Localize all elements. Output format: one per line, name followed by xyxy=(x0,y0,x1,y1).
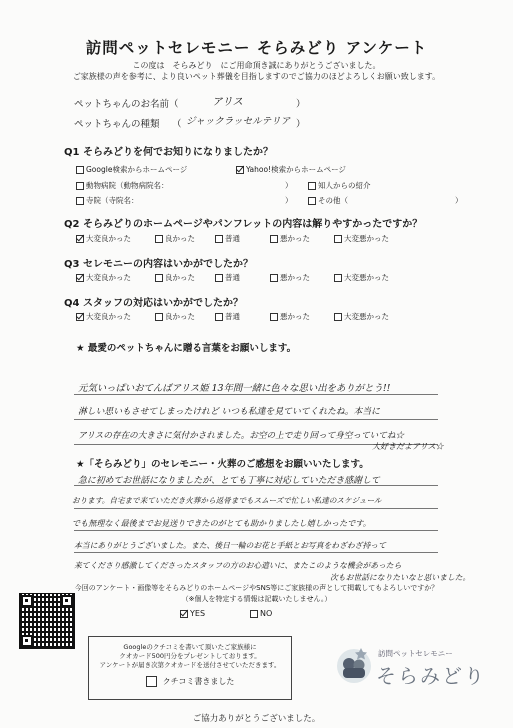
q4-option-bad[interactable] xyxy=(270,311,310,322)
qr-code[interactable] xyxy=(20,594,74,648)
q1-google-label: Google検索からホームページ xyxy=(86,165,188,174)
impression-rule-4 xyxy=(74,552,438,553)
q3-normal-checkbox[interactable] xyxy=(215,274,223,282)
q3-title: Q3 セレモニーの内容はいかがでしたか？ xyxy=(64,259,253,270)
review-written-checkbox[interactable] xyxy=(146,676,157,687)
q1-temple-checkbox[interactable] xyxy=(76,197,84,205)
q1-yahoo-checkbox[interactable] xyxy=(236,166,244,174)
review-written-option[interactable] xyxy=(95,676,285,687)
footer-thanks: ご協力ありがとうございました。 xyxy=(192,714,321,724)
pet-breed-label: ペットちゃんの種類 xyxy=(74,119,160,130)
q4-bad-label: 悪かった xyxy=(280,312,310,321)
permission-question: 今回のアンケート・画像等をそらみどりのホームページやSNS等にご家族様の声として掲載してもよろしいですか？ xyxy=(74,584,439,592)
review-written-label: クチコミ書きました xyxy=(162,677,235,686)
q4-very-good-label: 大変良かった xyxy=(86,312,131,321)
pet-breed-close: ） xyxy=(296,119,306,130)
q1-friend-label: 知人からの紹介 xyxy=(318,181,371,190)
q2-bad-checkbox[interactable] xyxy=(270,235,278,243)
permission-note: （※個人を特定する情報は記載いたしません。） xyxy=(181,595,332,603)
message-line-4: 大好きだよアリス☆ xyxy=(372,442,444,451)
q2-very-bad-checkbox[interactable] xyxy=(334,235,342,243)
q4-bad-checkbox[interactable] xyxy=(270,313,278,321)
q2-option-good[interactable] xyxy=(155,233,195,244)
brand-name: そらみどり xyxy=(376,664,486,688)
impression-line-2: おります。自宅まで来ていただき火葬から返骨までもスムーズで忙しい私達のスケジュール xyxy=(72,496,382,505)
permission-yes-label: YES xyxy=(190,609,206,618)
q4-option-very-good[interactable] xyxy=(76,311,131,322)
message-rule-1 xyxy=(74,394,438,395)
impression-line-1: 急に初めてお世話になりましたが、とても丁寧に対応していただき感謝して xyxy=(78,476,380,486)
permission-yes-option[interactable] xyxy=(180,609,205,618)
q1-vet-close: ） xyxy=(285,181,293,190)
impression-line-5: 来てくださり感激してくださったスタッフの方のお心遣いに、またこのような機会があったら xyxy=(74,561,402,570)
q2-good-label: 良かった xyxy=(165,234,195,243)
promo-text-1: Googleのクチコミを書いて頂いたご家族様に xyxy=(123,643,257,651)
qr-finder-bottom-left xyxy=(21,635,33,647)
permission-no-option[interactable] xyxy=(250,609,272,618)
permission-no-label: NO xyxy=(260,609,273,618)
q3-option-bad[interactable] xyxy=(270,272,310,283)
q3-bad-label: 悪かった xyxy=(280,273,310,282)
q4-option-good[interactable] xyxy=(155,311,195,322)
impression-section-title: ★「そらみどり」のセレモニー・火葬のご感想をお願いいたします。 xyxy=(76,459,369,470)
impression-line-3: でも無理なく最後までお見送りできたのがとても助かりましたし嬉しかったです。 xyxy=(72,518,371,528)
q4-option-normal[interactable] xyxy=(215,311,240,322)
q2-normal-checkbox[interactable] xyxy=(215,235,223,243)
q4-good-label: 良かった xyxy=(165,312,195,321)
q1-option-temple[interactable] xyxy=(76,195,139,206)
q3-very-bad-label: 大変悪かった xyxy=(344,273,389,282)
q1-option-vet[interactable] xyxy=(76,180,169,191)
q1-other-close: ） xyxy=(455,196,463,205)
q1-other-label: その他（ xyxy=(318,196,348,205)
q1-yahoo-label: Yahoo!検索からホームページ xyxy=(246,165,346,174)
impression-rule-3 xyxy=(74,530,438,531)
q1-vet-label: 動物病院（動物病院名： xyxy=(86,181,169,190)
q4-option-very-bad[interactable] xyxy=(334,311,389,322)
q1-temple-close: ） xyxy=(285,196,293,205)
q2-very-good-checkbox[interactable] xyxy=(76,235,84,243)
intro-line-2: ご家族様の声を参考に、より良いペット葬儀を目指しますのでご協力のほどよろしくお願い致します。 xyxy=(72,72,441,81)
q4-very-bad-checkbox[interactable] xyxy=(334,313,342,321)
intro-line-1: この度は そらみどり にご用命頂き誠にありがとうございました。 xyxy=(132,61,381,70)
q2-option-very-good[interactable] xyxy=(76,233,131,244)
q4-good-checkbox[interactable] xyxy=(155,313,163,321)
q3-good-label: 良かった xyxy=(165,273,195,282)
impression-rule-2 xyxy=(74,508,438,509)
q1-friend-checkbox[interactable] xyxy=(308,182,316,190)
promo-text-2: クオカード500円分をプレゼントしております。 xyxy=(119,652,261,660)
q2-option-bad[interactable] xyxy=(270,233,310,244)
message-line-1: 元気いっぱいおてんばアリス姫 13年間一緒に色々な思い出をありがとう!! xyxy=(78,383,391,394)
q3-very-good-label: 大変良かった xyxy=(86,273,131,282)
q4-very-good-checkbox[interactable] xyxy=(76,313,84,321)
q2-option-very-bad[interactable] xyxy=(334,233,389,244)
q3-very-bad-checkbox[interactable] xyxy=(334,274,342,282)
q4-normal-checkbox[interactable] xyxy=(215,313,223,321)
pet-name-close: ） xyxy=(296,99,306,110)
permission-yes-checkbox[interactable] xyxy=(180,610,188,618)
q1-option-yahoo[interactable] xyxy=(236,164,346,175)
qr-finder-top-left xyxy=(21,595,33,607)
permission-no-checkbox[interactable] xyxy=(250,610,258,618)
q3-normal-label: 普通 xyxy=(225,273,240,282)
pet-breed-open: （ xyxy=(172,119,182,130)
q3-option-very-good[interactable] xyxy=(76,272,131,283)
impression-line-4: 本当にありがとうございました。また、後日一輪のお花と手紙とお写真をわざわざ持って xyxy=(74,541,386,550)
qr-finder-top-right xyxy=(61,595,73,607)
q3-option-good[interactable] xyxy=(155,272,195,283)
q1-option-friend[interactable] xyxy=(308,180,371,191)
q1-option-other[interactable] xyxy=(308,195,348,206)
message-line-2: 淋しい思いもさせてしまったけれど いつも私達を見ていてくれたね。本当に xyxy=(78,407,380,417)
pet-name-label: ペットちゃんのお名前（ xyxy=(74,99,179,110)
q3-bad-checkbox[interactable] xyxy=(270,274,278,282)
promo-text-3: アンケートが届き次第クオカードを送付させていただきます。 xyxy=(99,661,281,669)
pet-breed-value[interactable]: ジャックラッセルテリア xyxy=(186,116,291,127)
q4-normal-label: 普通 xyxy=(225,312,240,321)
q2-very-bad-label: 大変悪かった xyxy=(344,234,389,243)
message-rule-2 xyxy=(74,419,438,420)
q2-good-checkbox[interactable] xyxy=(155,235,163,243)
message-section-title: ★ 最愛のペットちゃんに贈る言葉をお願いします。 xyxy=(76,343,297,354)
q1-temple-label: 寺院（寺院名： xyxy=(86,196,139,205)
pet-name-value[interactable]: アリス xyxy=(212,96,243,108)
q3-option-very-bad[interactable] xyxy=(334,272,389,283)
review-promo-box xyxy=(88,636,292,700)
q3-very-good-checkbox[interactable] xyxy=(76,274,84,282)
message-line-3: アリスの存在の大きさに気付かされました。お空の上で走り回って身空っていてね☆ xyxy=(78,431,405,441)
q2-very-good-label: 大変良かった xyxy=(86,234,131,243)
q2-title: Q2 そらみどりのホームページやパンフレットの内容は解りやすかったですか？ xyxy=(64,219,423,230)
q3-good-checkbox[interactable] xyxy=(155,274,163,282)
q1-google-checkbox[interactable] xyxy=(76,166,84,174)
q4-title: Q4 スタッフの対応はいかがでしたか？ xyxy=(64,298,243,309)
q4-very-bad-label: 大変悪かった xyxy=(344,312,389,321)
page-title: 訪問ペットセレモニー そらみどり アンケート xyxy=(85,39,428,57)
q2-option-normal[interactable] xyxy=(215,233,240,244)
brand-subtitle: 訪問ペットセレモニー xyxy=(378,649,453,658)
q2-normal-label: 普通 xyxy=(225,234,240,243)
impression-line-6: 次もお世話になりたいなと思いました。 xyxy=(330,573,471,582)
q1-vet-checkbox[interactable] xyxy=(76,182,84,190)
brand-logo-icon xyxy=(330,640,378,686)
q3-option-normal[interactable] xyxy=(215,272,240,283)
q2-bad-label: 悪かった xyxy=(280,234,310,243)
q1-option-google[interactable] xyxy=(76,164,187,175)
q1-other-checkbox[interactable] xyxy=(308,197,316,205)
q1-title: Q1 そらみどりを何でお知りになりましたか？ xyxy=(64,147,273,158)
